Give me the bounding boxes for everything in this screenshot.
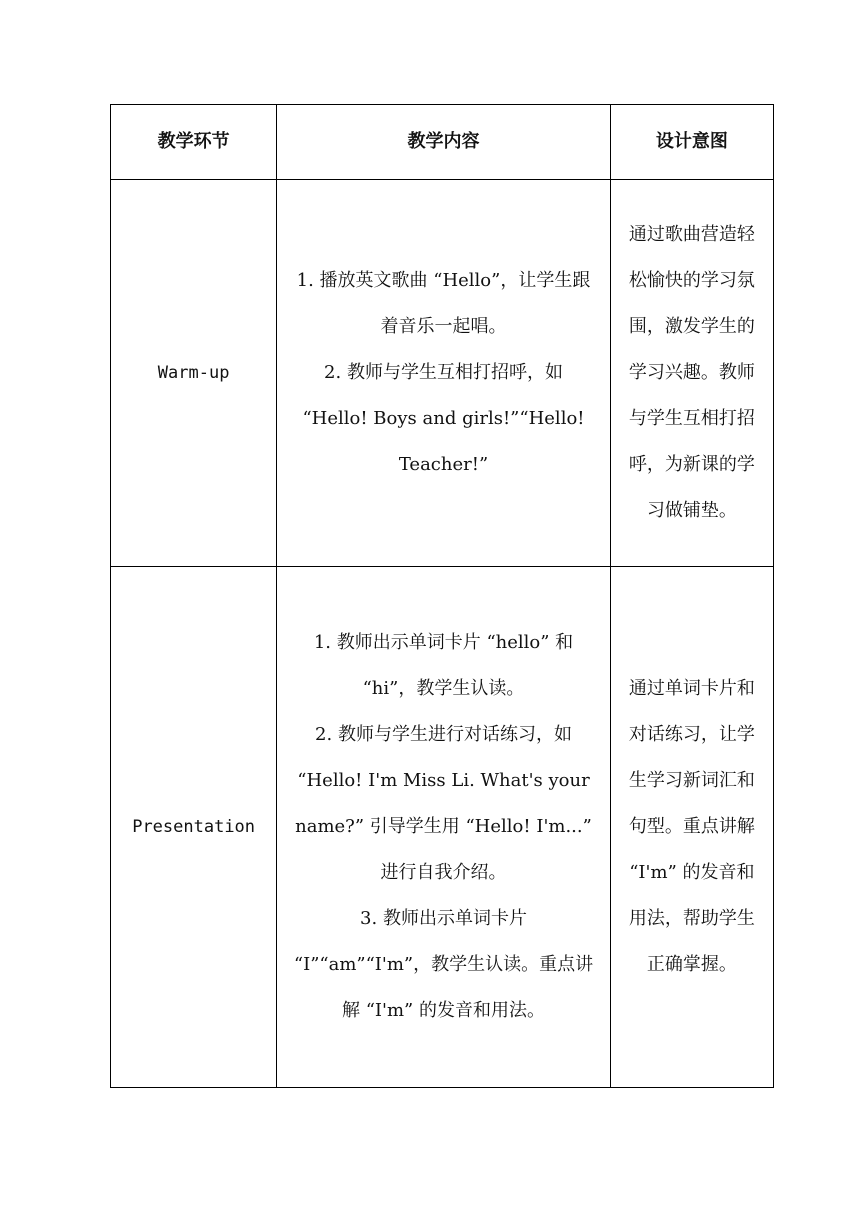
header-content: 教学内容 (277, 105, 611, 180)
content-item: 2. 教师与学生进行对话练习，如 “Hello! I'm Miss Li. What's your name?” 引导学生用 “Hello! I'm...” 进行自我介绍。 (295, 724, 592, 883)
table-header-row (111, 105, 774, 180)
stage-label: Warm-up (157, 363, 230, 383)
lesson-plan-table (110, 104, 774, 1088)
table-row-presentation (111, 567, 774, 1088)
content-cell (277, 567, 611, 1088)
content-item: 1. 教师出示单词卡片 “hello” 和 “hi”，教学生认读。 (313, 632, 574, 699)
intent-cell (610, 567, 773, 1088)
stage-label: Presentation (132, 817, 256, 837)
header-intent: 设计意图 (610, 105, 773, 180)
intent-text: 通过单词卡片和对话练习，让学生学习新词汇和句型。重点讲解 “I'm” 的发音和用法，帮助学生正确掌握。 (628, 678, 755, 975)
stage-cell (111, 567, 277, 1088)
header-stage: 教学环节 (111, 105, 277, 180)
content-item: 3. 教师出示单词卡片 “I”“am”“I'm”，教学生认读。重点讲解 “I'm” 的发音和用法。 (293, 908, 594, 1021)
stage-cell (111, 180, 277, 567)
intent-text: 通过歌曲营造轻松愉快的学习氛围，激发学生的学习兴趣。教师与学生互相打招呼，为新课的学习做铺垫。 (628, 224, 755, 521)
table-row-warmup (111, 180, 774, 567)
content-item: 1. 播放英文歌曲 “Hello”，让学生跟着音乐一起唱。 (296, 270, 591, 337)
content-cell (277, 180, 611, 567)
intent-cell (610, 180, 773, 567)
content-item: 2. 教师与学生互相打招呼，如 “Hello! Boys and girls!”“Hello! Teacher!” (302, 362, 585, 475)
